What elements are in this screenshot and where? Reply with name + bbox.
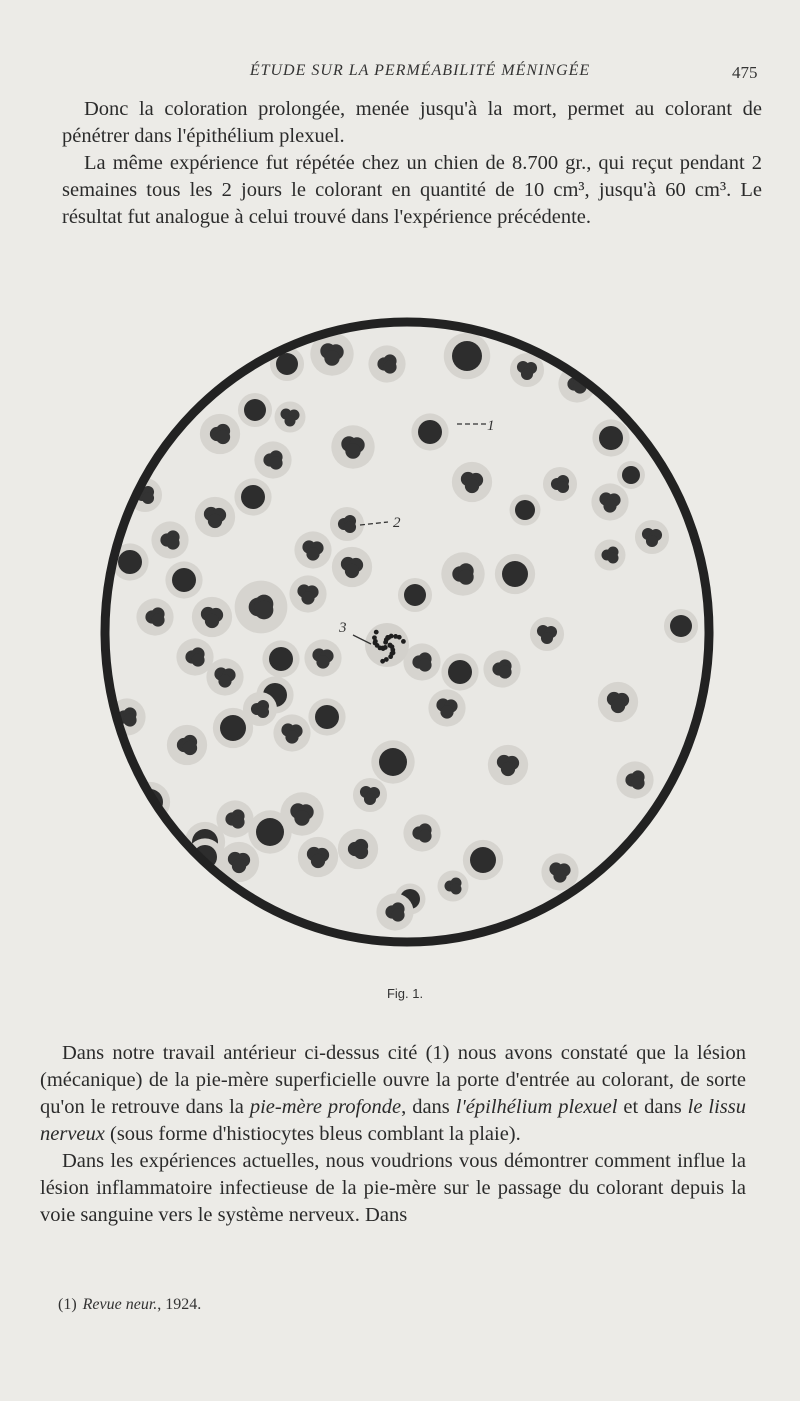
granule — [393, 634, 398, 639]
bottom-text-block — [40, 1040, 746, 1229]
cell-nucleus-lobe — [142, 492, 154, 504]
cell-nucleus-lobe — [345, 564, 359, 578]
cell-nucleus-lobe — [391, 908, 404, 921]
cell-nucleus-lobe — [418, 658, 431, 671]
cell-nucleus — [315, 705, 339, 729]
granule — [386, 635, 391, 640]
cell-nucleus — [599, 426, 623, 450]
cell-nucleus — [515, 500, 535, 520]
footnote-journal: Revue neur. — [82, 1296, 158, 1313]
cell-nucleus-lobe — [301, 591, 314, 604]
cell-nucleus-lobe — [354, 845, 368, 859]
footnote-year: , 1924. — [157, 1296, 202, 1313]
cell-nucleus — [220, 715, 246, 741]
figure-label-3: 3 — [339, 620, 347, 636]
cell-nucleus-lobe — [646, 535, 658, 547]
granule — [375, 643, 380, 648]
cell-nucleus-lobe — [451, 884, 462, 895]
cell-nucleus-lobe — [316, 655, 329, 668]
term-epithelium: l'épilhélium plexuel — [455, 1096, 618, 1118]
cell-nucleus-lobe — [208, 514, 222, 528]
cell-nucleus-lobe — [418, 829, 431, 842]
microscope-figure — [95, 312, 720, 952]
cell-nucleus — [276, 353, 298, 375]
cell-nucleus-lobe — [191, 653, 204, 666]
cell-nucleus — [502, 561, 528, 587]
cell-nucleus-lobe — [294, 810, 309, 825]
cell-nucleus-lobe — [216, 430, 230, 444]
paragraph-3 — [40, 1040, 746, 1148]
cell-nucleus-lobe — [383, 360, 396, 373]
figure-label-1: 1 — [487, 418, 495, 434]
cell-nucleus — [452, 341, 482, 371]
cell-nucleus-lobe — [440, 705, 453, 718]
cell-nucleus-lobe — [166, 536, 179, 549]
cell-nucleus — [670, 615, 692, 637]
footnote — [58, 1296, 201, 1314]
cell-nucleus — [418, 420, 442, 444]
granule — [401, 639, 406, 644]
figure-label-2: 2 — [393, 515, 401, 531]
cell-nucleus-lobe — [306, 547, 319, 560]
cell-nucleus — [379, 748, 407, 776]
cell-nucleus-lobe — [345, 443, 360, 458]
paragraph-3-part-d: (sous forme d'histiocytes bleus comblant la plaie). — [104, 1123, 521, 1145]
cell-nucleus-lobe — [608, 553, 619, 564]
paragraph-2: La même expérience fut répétée chez un chien de 8.700 gr., qui reçut pendant 2 semaines tous les 2 jours le colorant en quantité de 10 cm³, jusqu'à 60 cm³. Le résultat fut analogue à celui trouvé dans l'expérience précédente. — [62, 152, 762, 228]
cell-nucleus-lobe — [498, 665, 511, 678]
cell-nucleus-lobe — [324, 350, 339, 365]
cell-nucleus-lobe — [311, 854, 325, 868]
paragraph-4: Dans les expériences actuelles, nous voudrions vous démontrer comment influe la lésion inflammatoire infectieuse de la pie-mère sur le passage du colorant depuis la voie sanguine vers le système nerveux. Dans — [40, 1150, 746, 1226]
paragraph-3-part-c: et dans — [617, 1096, 688, 1118]
cell-nucleus-lobe — [465, 479, 479, 493]
footnote-ref: (1) — [58, 1296, 77, 1313]
granule — [380, 646, 385, 651]
cell-nucleus-lobe — [183, 741, 197, 755]
cell-nucleus-lobe — [344, 521, 356, 533]
cell-nucleus-lobe — [257, 706, 269, 718]
cell-nucleus-lobe — [458, 569, 473, 584]
cell-nucleus-lobe — [603, 499, 616, 512]
running-title: ÉTUDE SUR LA PERMÉABILITÉ MÉNINGÉE — [249, 62, 591, 79]
microscope-field-image — [95, 312, 720, 952]
page-number: 475 — [732, 63, 758, 82]
cell-nucleus-lobe — [285, 730, 298, 743]
cell-nucleus — [470, 847, 496, 873]
cell-nucleus — [244, 399, 266, 421]
granule — [388, 643, 393, 648]
cell-nucleus-lobe — [255, 601, 274, 620]
cell-nucleus-lobe — [631, 776, 644, 789]
cell-nucleus — [118, 550, 142, 574]
cell-nucleus — [241, 485, 265, 509]
cell-nucleus-lobe — [151, 613, 164, 626]
cell-nucleus-lobe — [611, 699, 625, 713]
paragraph-1: Donc la coloration prolongée, menée jusqu'à la mort, permet au colorant de pénétrer dans l'épithélium plexuel. — [62, 98, 762, 147]
granule — [374, 630, 379, 635]
cell-nucleus-lobe — [541, 632, 553, 644]
term-tissu-nerveux: le lissu nerveux — [40, 1096, 746, 1145]
cell-nucleus-lobe — [269, 456, 282, 469]
cell-nucleus — [256, 818, 284, 846]
cell-nucleus-lobe — [285, 416, 296, 427]
paragraph-3-part-b: , dans — [401, 1096, 456, 1118]
granule — [373, 639, 378, 644]
figure-caption: Fig. 1. — [386, 986, 424, 1001]
granule — [390, 651, 395, 656]
paragraph-3-part-a: Dans notre travail antérieur ci-dessus cité (1) nous avons constaté que la lésion (mécanique) de la pie-mère superficielle ouvre la porte d'entrée au colorant, de sorte qu'on le retrouve dans la — [40, 1042, 746, 1118]
cell-nucleus-lobe — [553, 869, 566, 882]
cell-nucleus — [622, 466, 640, 484]
cell-nucleus — [404, 584, 426, 606]
cell-nucleus-lobe — [205, 614, 219, 628]
cell-nucleus-lobe — [232, 859, 246, 873]
cell-nucleus-lobe — [123, 713, 136, 726]
cell-nucleus-lobe — [521, 368, 533, 380]
granule — [384, 657, 389, 662]
cell-nucleus-lobe — [364, 793, 376, 805]
cell-nucleus-lobe — [218, 674, 231, 687]
cell-nucleus-lobe — [557, 481, 569, 493]
cell-nucleus — [448, 660, 472, 684]
term-pie-mere: pie-mère profonde — [249, 1096, 402, 1118]
cell-nucleus — [172, 568, 196, 592]
top-text-block — [62, 96, 762, 231]
cell-nucleus-lobe — [501, 762, 515, 776]
cell-nucleus-lobe — [231, 815, 244, 828]
cell-nucleus — [269, 647, 293, 671]
